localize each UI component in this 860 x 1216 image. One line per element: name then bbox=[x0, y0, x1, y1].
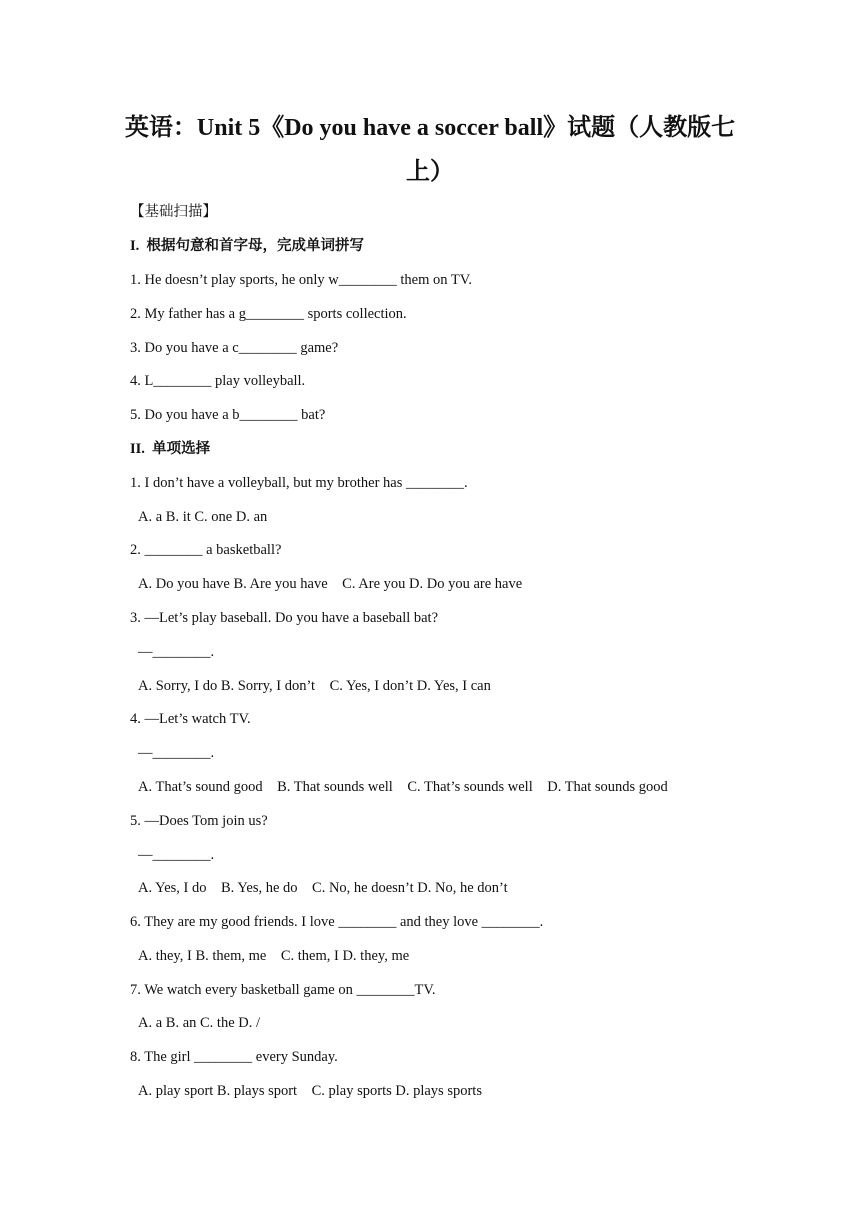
answer-blank: —________. bbox=[138, 745, 215, 761]
options: A. Sorry, I do B. Sorry, I don’t C. Yes, I don’t D. Yes, I can bbox=[138, 678, 491, 694]
part1-item: 5. Do you have a b________ bat? bbox=[130, 407, 326, 423]
title-line-2: 上） bbox=[406, 159, 454, 185]
part1-item: 4. L________ play volleyball. bbox=[130, 373, 306, 389]
options: A. a B. an C. the D. / bbox=[138, 1015, 261, 1031]
question: 7. We watch every basketball game on ________TV. bbox=[130, 982, 436, 998]
options: A. Do you have B. Are you have C. Are you D. Do you are have bbox=[138, 576, 523, 592]
options: A. play sport B. plays sport C. play sports D. plays sports bbox=[138, 1083, 482, 1099]
question: 6. They are my good friends. I love ________ and they love ________. bbox=[130, 914, 544, 930]
part1-item: 3. Do you have a c________ game? bbox=[130, 340, 339, 356]
answer-blank: —________. bbox=[138, 847, 215, 863]
question: 1. I don’t have a volleyball, but my brother has ________. bbox=[130, 475, 468, 491]
part1-heading: I. 根据句意和首字母，完成单词拼写 bbox=[130, 238, 365, 254]
section-label: 【基础扫描】 bbox=[130, 204, 217, 220]
options: A. Yes, I do B. Yes, he do C. No, he doesn’t D. No, he don’t bbox=[138, 880, 508, 896]
part1-item: 2. My father has a g________ sports collection. bbox=[130, 306, 407, 322]
question: 8. The girl ________ every Sunday. bbox=[130, 1049, 338, 1065]
question: 3. —Let’s play baseball. Do you have a baseball bat? bbox=[130, 610, 439, 626]
part1-item: 1. He doesn’t play sports, he only w________ them on TV. bbox=[130, 272, 472, 288]
question: 4. —Let’s watch TV. bbox=[130, 711, 251, 727]
options: A. That’s sound good B. That sounds well C. That’s sounds well D. That sounds good bbox=[138, 779, 668, 795]
answer-blank: —________. bbox=[138, 644, 215, 660]
title-line-1: 英语：Unit 5《Do you have a soccer ball》试题（人教版七 bbox=[124, 115, 736, 141]
options: A. a B. it C. one D. an bbox=[138, 509, 268, 525]
part2-heading: II. 单项选择 bbox=[130, 441, 211, 457]
question: 2. ________ a basketball? bbox=[130, 542, 282, 558]
options: A. they, I B. them, me C. them, I D. they, me bbox=[138, 948, 410, 964]
question: 5. —Does Tom join us? bbox=[130, 813, 268, 829]
